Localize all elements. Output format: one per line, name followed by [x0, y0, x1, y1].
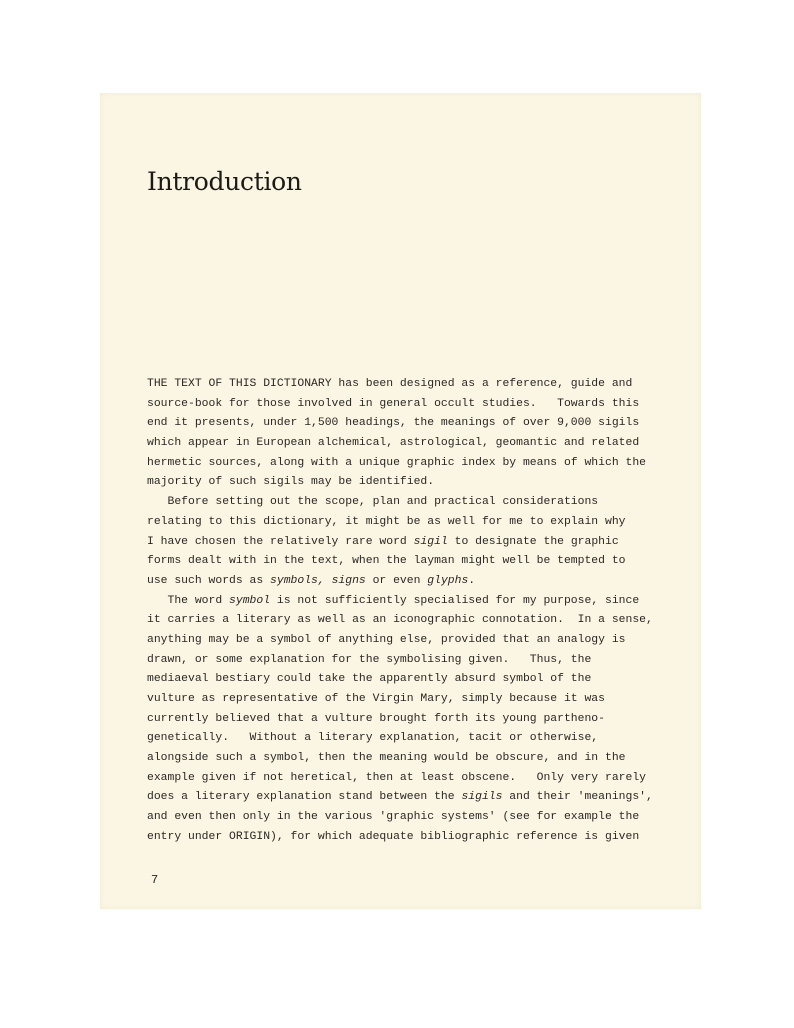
text-run: genetically. Without a literary explanation, tacit or otherwise,	[147, 732, 599, 745]
text-run: currently believed that a vulture brought forth its young partheno-	[147, 712, 605, 725]
text-line	[147, 375, 653, 395]
italic-term: glyphs	[427, 574, 469, 587]
text-line	[147, 513, 653, 533]
text-run: THE TEXT OF THIS DICTIONARY has been designed as a reference, guide and	[147, 378, 633, 390]
text-run: forms dealt with in the text, when the layman might well be tempted to	[147, 555, 626, 568]
text-run: Before setting out the scope, plan and practical considerations	[147, 496, 599, 509]
text-run: or even	[365, 574, 428, 587]
italic-term: symbols, signs	[270, 574, 366, 587]
paragraph	[147, 375, 653, 493]
text-line	[147, 729, 653, 749]
text-line	[147, 710, 653, 730]
italic-term: sigils	[461, 791, 503, 804]
body-text	[147, 375, 653, 848]
text-line	[147, 808, 653, 828]
text-line	[147, 769, 653, 789]
text-line	[147, 690, 653, 710]
text-run: source-book for those involved in general occult studies. Towards this	[147, 397, 640, 410]
text-line	[147, 395, 653, 415]
text-run: majority of such sigils may be identified.	[147, 476, 435, 489]
page-number: 7	[151, 873, 159, 887]
text-line	[147, 670, 653, 690]
text-run: entry under ORIGIN), for which adequate bibliographic reference is given	[147, 830, 640, 843]
text-run: example given if not heretical, then at least obscene. Only very rarely	[147, 771, 646, 784]
italic-term: sigil	[413, 535, 448, 548]
text-run: to designate the graphic	[447, 535, 619, 548]
italic-term: symbol	[229, 594, 271, 607]
text-run: hermetic sources, along with a unique graphic index by means of which the	[147, 456, 646, 469]
text-run: is not sufficiently specialised for my purpose, since	[270, 594, 640, 607]
text-run: and even then only in the various 'graphic systems' (see for example the	[147, 811, 640, 824]
text-line	[147, 611, 653, 631]
text-line	[147, 828, 653, 848]
text-run: does a literary explanation stand between the	[147, 791, 462, 804]
text-line	[147, 454, 653, 474]
text-run: The word	[147, 594, 230, 607]
text-line	[147, 592, 653, 612]
text-line	[147, 788, 653, 808]
page-title: Introduction	[147, 167, 302, 196]
text-run: use such words as	[147, 574, 271, 587]
text-line	[147, 651, 653, 671]
text-run: I have chosen the relatively rare word	[147, 535, 414, 548]
text-line	[147, 533, 653, 553]
text-run: alongside such a symbol, then the meaning would be obscure, and in the	[147, 752, 626, 765]
text-line	[147, 493, 653, 513]
text-run: drawn, or some explanation for the symbolising given. Thus, the	[147, 653, 592, 666]
text-line	[147, 414, 653, 434]
text-line	[147, 572, 653, 592]
text-line	[147, 749, 653, 769]
text-line	[147, 434, 653, 454]
text-run: .	[468, 574, 476, 587]
text-line	[147, 473, 653, 493]
paragraph	[147, 493, 653, 591]
text-run: vulture as representative of the Virgin Mary, simply because it was	[147, 693, 605, 705]
text-run: end it presents, under 1,500 headings, the meanings of over 9,000 sigils	[147, 417, 640, 430]
text-run: mediaeval bestiary could take the apparently absurd symbol of the	[147, 673, 592, 686]
text-run: and their 'meanings',	[502, 791, 653, 804]
text-run: which appear in European alchemical, astrological, geomantic and related	[147, 437, 640, 450]
book-page	[100, 93, 701, 909]
text-run: relating to this dictionary, it might be as well for me to explain why	[147, 515, 626, 528]
text-line	[147, 631, 653, 651]
text-run: it carries a literary as well as an iconographic connotation. In a sense,	[147, 614, 653, 627]
text-run: anything may be a symbol of anything else, provided that an analogy is	[147, 633, 626, 646]
paragraph	[147, 592, 653, 848]
text-line	[147, 552, 653, 572]
